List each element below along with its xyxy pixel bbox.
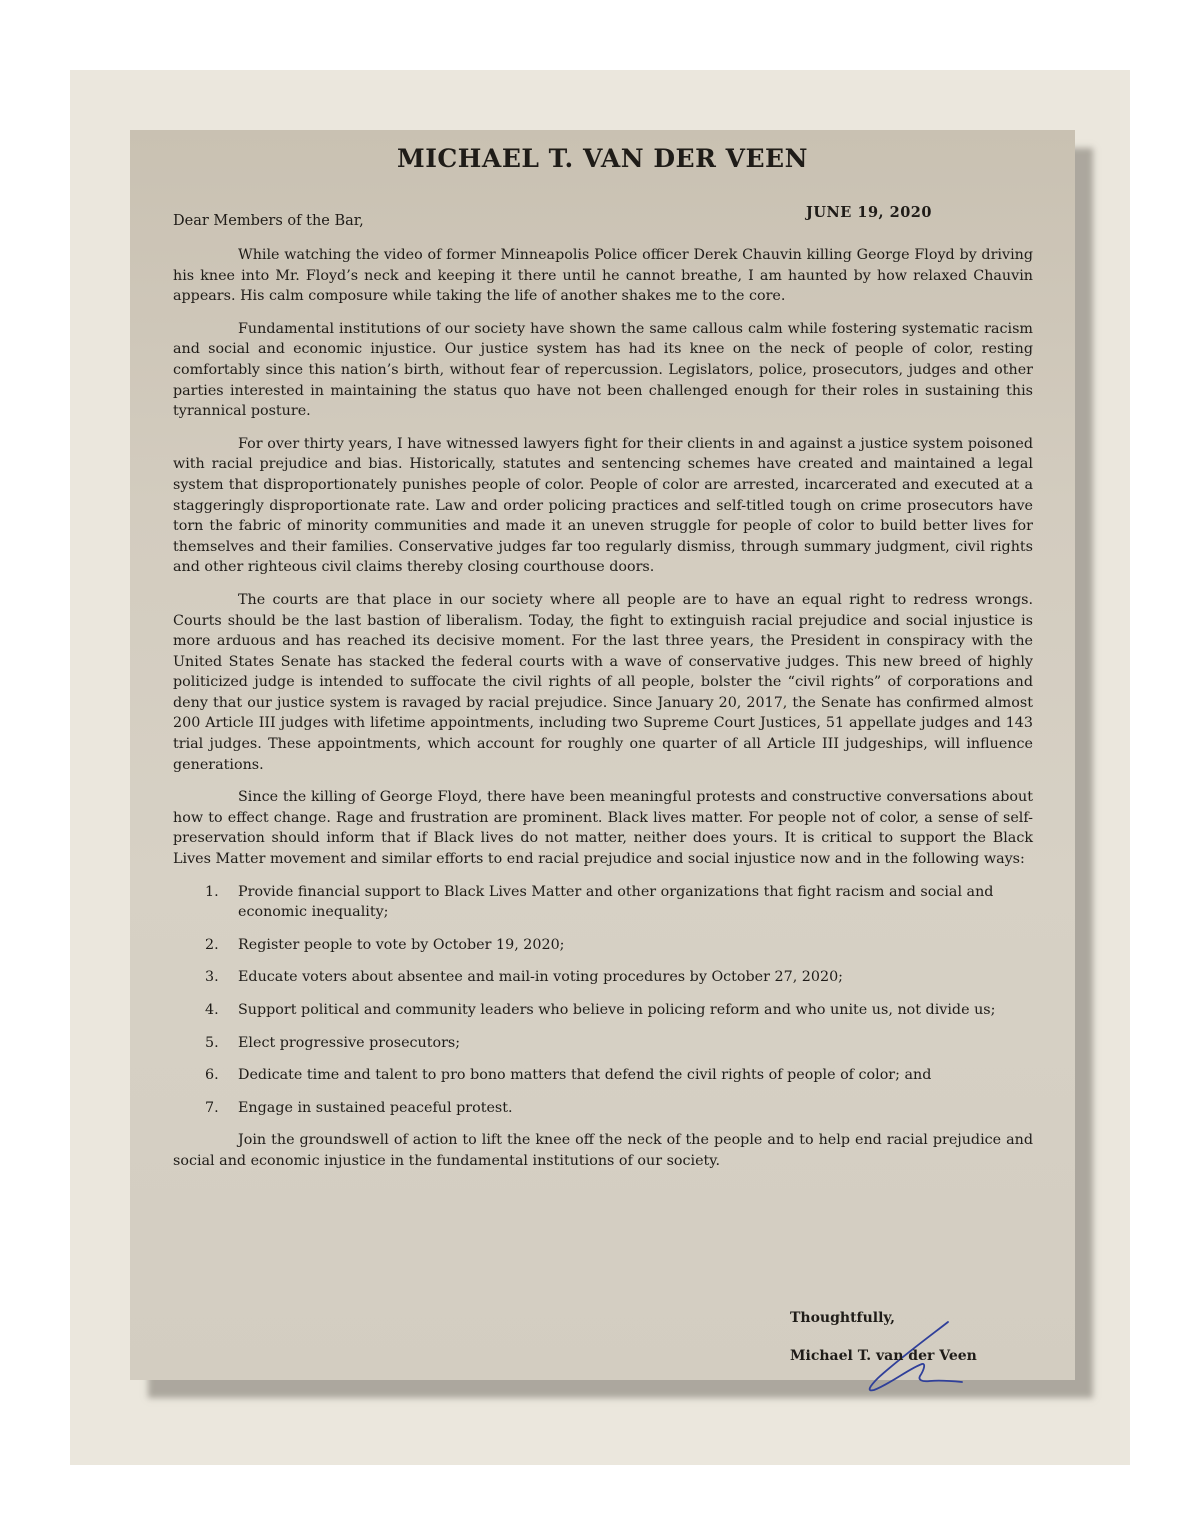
list-item-text: Support political and community leaders who believe in policing reform and who unite us, not divide us; (238, 1002, 996, 1018)
body-paragraph-5: Since the killing of George Floyd, there have been meaningful protests and constructive conversations about how to effect change. Rage and frustration are prominent. Black lives matter. For people not of color, a sense of self-preservation should inform that if Black lives do not matter, neither does yours. It is critical to support the Black Lives Matter movement and similar efforts to end racial prejudice and social injustice now and in the following ways: (173, 789, 1033, 868)
letter-body (173, 245, 1033, 1184)
letter-page (130, 130, 1075, 1380)
list-item-text: Elect progressive prosecutors; (238, 1034, 461, 1051)
list-item-text: Provide financial support to Black Lives Matter and other organizations that fight racism and social and economic inequality; (238, 883, 994, 921)
list-item (173, 1098, 1033, 1119)
body-paragraph-4: The courts are that place in our society where all people are to have an equal right to redress wrongs. Courts should be the last bastion of liberalism. Today, the fight to extinguish racial prejudice and social injustice is more arduous and has reached its decisive moment. For the last three years, the President in conspiracy with the United States Senate has stacked the federal courts with a wave of conservative judges. This new breed of highly politicized judge is intended to suffocate the civil rights of all people, bolster the “civil rights” of corporations and deny that our justice system is ravaged by racial prejudice. Since January 20, 2017, the Senate has confirmed almost 200 Article III judges with lifetime appointments, including two Supreme Court Justices, 51 appellate judges and 143 trial judges. These appointments, which account for roughly one quarter of all Article III judgeships, will influence generations. (173, 591, 1033, 773)
body-paragraph-1: While watching the video of former Minneapolis Police officer Derek Chauvin killing George Floyd by driving his knee into Mr. Floyd’s neck and keeping it there until he cannot breathe, I am haunted by how relaxed Chauvin appears. His calm composure while taking the life of another shakes me to the core. (173, 247, 1033, 305)
list-number: 2. (205, 936, 219, 953)
closing-line: Thoughtfully, (790, 1310, 896, 1326)
body-paragraph-2: Fundamental institutions of our society have shown the same callous calm while fostering systematic racism and social and economic injustice. Our justice system has had its knee on the neck of people of color, resting comfortably since this nation’s birth, without fear of repercussion. Legislators, police, prosecutors, judges and other parties interested in maintaining the status quo have not been challenged enough for their roles in sustaining this tyrannical posture. (173, 320, 1033, 420)
letter-date: JUNE 19, 2020 (806, 204, 932, 221)
list-item-text: Dedicate time and talent to pro bono matters that defend the civil rights of people of color; and (238, 1067, 932, 1084)
list-item (173, 1065, 1033, 1086)
signer-name: Michael T. van der Veen (790, 1348, 977, 1364)
list-item (173, 882, 1033, 923)
letterhead-name: MICHAEL T. VAN DER VEEN (397, 144, 808, 173)
list-item-text: Educate voters about absentee and mail-in voting procedures by October 27, 2020; (238, 969, 843, 986)
list-item-text: Register people to vote by October 19, 2020; (238, 936, 565, 953)
list-number: 1. (205, 883, 219, 900)
list-number: 6. (205, 1067, 219, 1084)
list-item (173, 1033, 1033, 1054)
list-number: 7. (205, 1099, 219, 1116)
closing-paragraph: Join the groundswell of action to lift the knee off the neck of the people and to help end racial prejudice and social and economic injustice in the fundamental institutions of our society. (173, 1132, 1033, 1169)
list-number: 5. (205, 1034, 219, 1051)
list-number: 3. (205, 969, 219, 986)
list-item (173, 1000, 1033, 1021)
list-item (173, 967, 1033, 988)
action-list (173, 882, 1033, 1119)
list-item-text: Engage in sustained peaceful protest. (238, 1099, 513, 1116)
list-number: 4. (205, 1002, 219, 1018)
body-paragraph-3: For over thirty years, I have witnessed lawyers fight for their clients in and against a justice system poisoned with racial prejudice and bias. Historically, statutes and sentencing schemes have created and maintained a legal system that disproportionately punishes people of color. People of color are arrested, incarcerated and executed at a staggeringly disproportionate rate. Law and order policing practices and self-titled tough on crime prosecutors have torn the fabric of minority communities and made it an uneven struggle for people of color to build better lives for themselves and their families. Conservative judges far too regularly dismiss, through summary judgment, civil rights and other righteous civil claims thereby closing courthouse doors. (173, 435, 1033, 576)
salutation: Dear Members of the Bar, (173, 213, 364, 229)
list-item (173, 935, 1033, 956)
